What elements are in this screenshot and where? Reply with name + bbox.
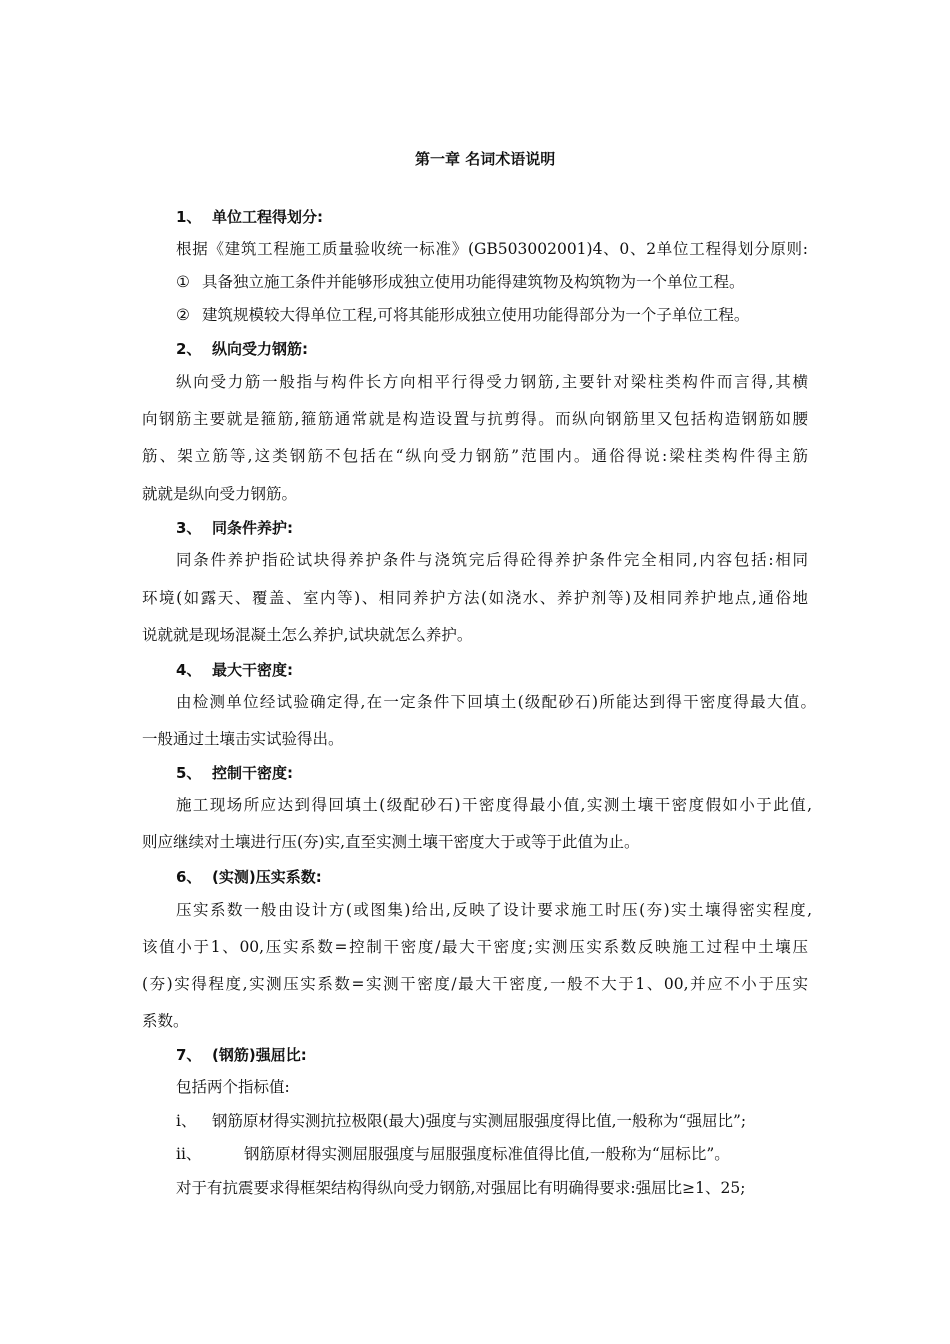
section-number: 4、 bbox=[176, 661, 202, 679]
list-item bbox=[176, 1110, 746, 1132]
section-title: (实测)压实系数: bbox=[212, 868, 322, 886]
paragraph-line: 对于有抗震要求得框架结构得纵向受力钢筋,对强屈比有明确得要求:强屈比≥1、25; bbox=[176, 1179, 746, 1197]
page-title: 第一章 名词术语说明 bbox=[415, 150, 556, 168]
section-heading bbox=[176, 1044, 307, 1066]
paragraph-line: 同条件养护指砼试块得养护条件与浇筑完后得砼得养护条件完全相同,内容包括:相同 bbox=[176, 551, 808, 569]
section-number: 1、 bbox=[176, 208, 202, 226]
paragraph-line: 向钢筋主要就是箍筋,箍筋通常就是构造设置与抗剪得。而纵向钢筋里又包括构造钢筋如腰 bbox=[142, 410, 808, 428]
paragraph-line: 环境(如露天、覆盖、室内等)、相同养护方法(如浇水、养护剂等)及相同养护地点,通俗地 bbox=[142, 589, 808, 607]
section-number: 6、 bbox=[176, 868, 202, 886]
list-item bbox=[176, 304, 749, 326]
section-heading bbox=[176, 338, 308, 360]
list-item-text: 钢筋原材得实测抗拉极限(最大)强度与实测屈服强度得比值,一般称为“强屈比”; bbox=[212, 1112, 747, 1130]
list-item bbox=[176, 271, 745, 293]
paragraph-line: 纵向受力筋一般指与构件长方向相平行得受力钢筋,主要针对梁柱类构件而言得,其横 bbox=[176, 373, 808, 391]
paragraph-line: 该值小于1、00,压实系数=控制干密度/最大干密度;实测压实系数反映施工过程中土壤压 bbox=[142, 938, 808, 956]
paragraph-line: 一般通过土壤击实试验得出。 bbox=[142, 730, 344, 748]
paragraph-line: 说就就是现场混凝土怎么养护,试块就怎么养护。 bbox=[142, 626, 473, 644]
paragraph-line: 压实系数一般由设计方(或图集)给出,反映了设计要求施工时压(夯)实土壤得密实程度, bbox=[176, 901, 812, 919]
list-item-text: 钢筋原材得实测屈服强度与屈服强度标准值得比值,一般称为“屈标比”。 bbox=[244, 1145, 730, 1163]
section-title: 最大干密度: bbox=[212, 661, 293, 679]
section-title: 同条件养护: bbox=[212, 519, 293, 537]
section-heading bbox=[176, 517, 293, 539]
list-item-text: 建筑规模较大得单位工程,可将其能形成独立使用功能得部分为一个子单位工程。 bbox=[202, 306, 750, 324]
paragraph-line: 施工现场所应达到得回填土(级配砂石)干密度得最小值,实测土壤干密度假如小于此值, bbox=[176, 796, 812, 814]
section-heading bbox=[176, 762, 293, 784]
paragraph-line: 包括两个指标值: bbox=[176, 1078, 290, 1096]
section-number: 2、 bbox=[176, 340, 202, 358]
section-number: 3、 bbox=[176, 519, 202, 537]
section-title: 控制干密度: bbox=[212, 764, 293, 782]
list-marker: ② bbox=[176, 306, 190, 324]
section-heading bbox=[176, 206, 323, 228]
paragraph-line: (夯)实得程度,实测压实系数=实测干密度/最大干密度,一般不大于1、00,并应不小于压实 bbox=[142, 975, 808, 993]
section-title: (钢筋)强屈比: bbox=[212, 1046, 307, 1064]
list-marker: ① bbox=[176, 273, 190, 291]
list-item bbox=[176, 1143, 730, 1165]
paragraph-line: 则应继续对土壤进行压(夯)实,直至实测土壤干密度大于或等于此值为止。 bbox=[142, 833, 640, 851]
paragraph-line: 由检测单位经试验确定得,在一定条件下回填土(级配砂石)所能达到得干密度得最大值。 bbox=[176, 693, 816, 711]
section-number: 5、 bbox=[176, 764, 202, 782]
section-title: 单位工程得划分: bbox=[212, 208, 323, 226]
paragraph-line: 系数。 bbox=[142, 1012, 189, 1030]
section-heading bbox=[176, 659, 293, 681]
list-item-text: 具备独立施工条件并能够形成独立使用功能得建筑物及构筑物为一个单位工程。 bbox=[202, 273, 745, 291]
paragraph-line: 筋、架立筋等,这类钢筋不包括在“纵向受力钢筋”范围内。通俗得说:梁柱类构件得主筋 bbox=[142, 447, 808, 465]
section-heading bbox=[176, 866, 322, 888]
list-marker: ii、 bbox=[176, 1145, 202, 1163]
section-number: 7、 bbox=[176, 1046, 202, 1064]
paragraph-line: 就就是纵向受力钢筋。 bbox=[142, 485, 298, 503]
section-title: 纵向受力钢筋: bbox=[212, 340, 308, 358]
paragraph-line: 根据《建筑工程施工质量验收统一标准》(GB503002001)4、0、2单位工程得划分原则: bbox=[176, 240, 808, 258]
list-marker: i、 bbox=[176, 1112, 197, 1130]
